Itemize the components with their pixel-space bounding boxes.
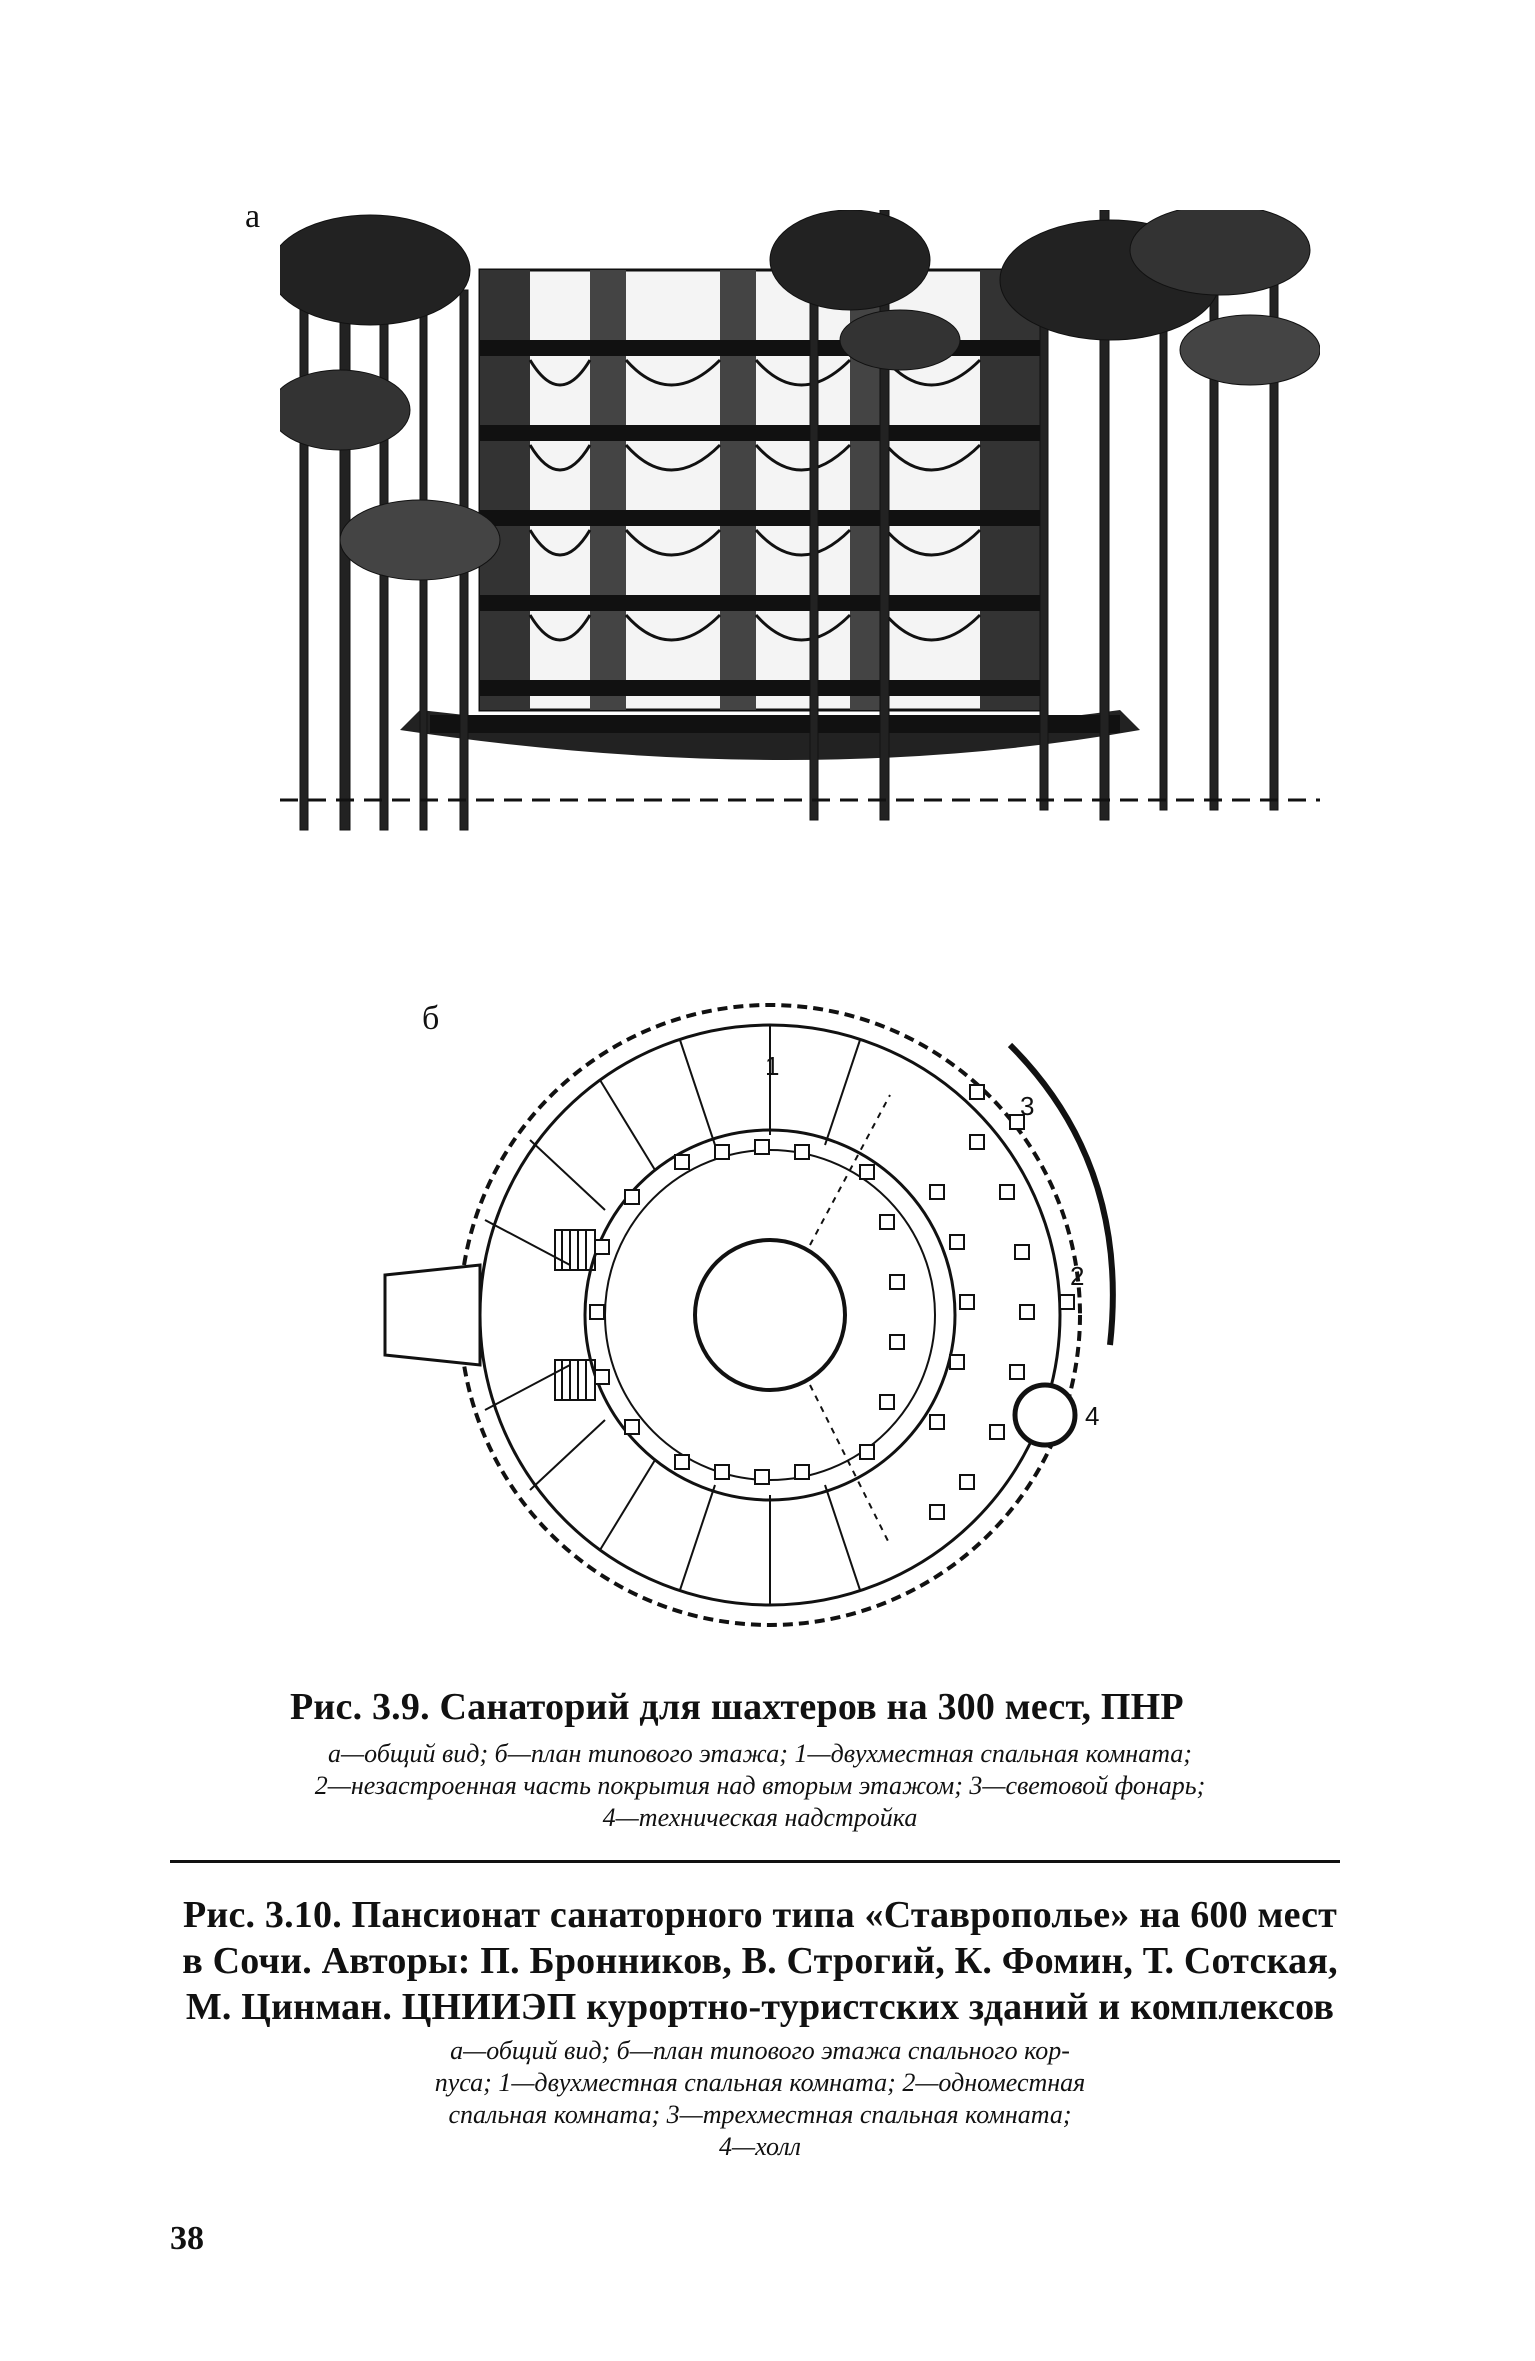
fig-3-10-title-line: в Сочи. Авторы: П. Бронников, В. Строгий, К. Фомин, Т. Сотская, [182, 1940, 1338, 1982]
plan-marker-3: 3 [1020, 1091, 1035, 1121]
fig-3-9-caption-line: 2—незастроенная часть покрытия над вторым этажом; 3—световой фонарь; [314, 1771, 1206, 1800]
section-divider [170, 1860, 1340, 1863]
page-number: 38 [170, 2220, 204, 2257]
fig-3-9-caption-line: а—общий вид; б—план типового этажа; 1—двухместная спальная комната; [328, 1739, 1192, 1768]
plan-marker-4: 4 [1085, 1401, 1100, 1431]
fig-3-9-title: Рис. 3.9. Санаторий для шахтеров на 300 мест, ПНР [290, 1686, 1184, 1728]
fig-3-10-caption [300, 2035, 1220, 2163]
fig-3-10-caption-line: спальная комната; 3—трехместная спальная комната; [448, 2100, 1072, 2129]
plan-marker-1: 1 [765, 1051, 780, 1081]
fig-3-10-title-line: М. Цинман. ЦНИИЭП курортно-туристских зданий и комплексов [185, 1986, 1335, 2028]
figure-b-label: б [422, 1000, 440, 1037]
fig-3-9-caption [170, 1738, 1350, 1834]
plan-marker-2: 2 [1070, 1261, 1085, 1291]
fig-3-10-caption-line: 4—холл [718, 2132, 802, 2161]
figure-a-label: а [245, 198, 261, 235]
fig-3-10-caption-line: пуса; 1—двухместная спальная комната; 2—одноместная [434, 2068, 1086, 2097]
figure-b-plan [370, 985, 1150, 1645]
fig-3-10-title [170, 1892, 1350, 2030]
fig-3-10-caption-line: а—общий вид; б—план типового этажа спального кор- [450, 2036, 1070, 2065]
fig-3-9-caption-line: 4—техническая надстройка [602, 1803, 918, 1832]
fig-3-10-title-line: Рис. 3.10. Пансионат санаторного типа «Ставрополье» на 600 мест [182, 1894, 1338, 1936]
figure-a-illustration [280, 210, 1320, 840]
